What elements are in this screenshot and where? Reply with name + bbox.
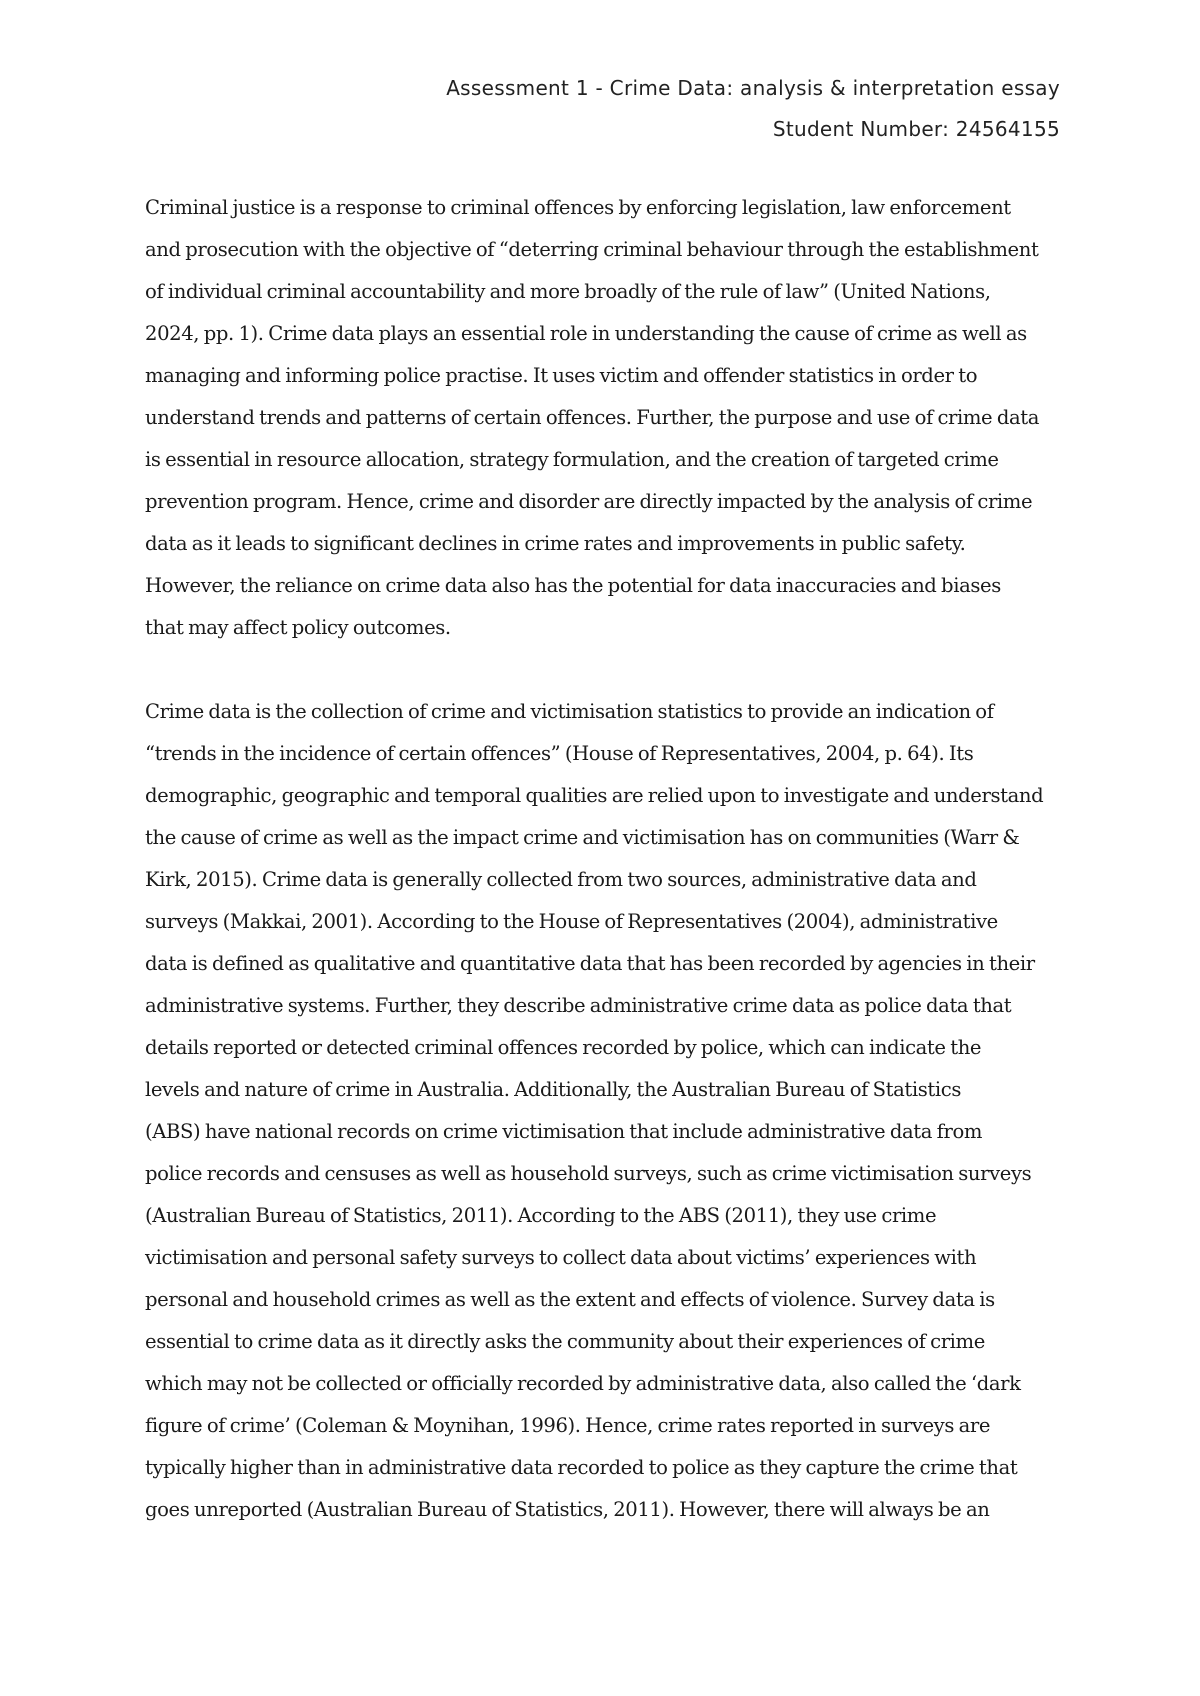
text-line: essential to crime data as it directly asks the community about their experiences of crime	[145, 1330, 985, 1353]
paragraph-introduction	[145, 187, 1063, 649]
text-line: (ABS) have national records on crime victimisation that include administrative data from	[145, 1120, 983, 1143]
student-number: Student Number: 24564155	[772, 117, 1060, 141]
text-line: personal and household crimes as well as the extent and effects of violence. Survey data is	[145, 1288, 995, 1311]
text-line: typically higher than in administrative data recorded to police as they capture the crime that	[145, 1456, 1018, 1479]
assessment-title: Assessment 1 - Crime Data: analysis & interpretation essay	[446, 76, 1060, 100]
text-line: administrative systems. Further, they describe administrative crime data as police data that	[145, 994, 1012, 1017]
text-line: is essential in resource allocation, strategy formulation, and the creation of targeted crime	[145, 448, 999, 471]
text-line: goes unreported (Australian Bureau of Statistics, 2011). However, there will always be an	[145, 1498, 990, 1521]
text-line: the cause of crime as well as the impact crime and victimisation has on communities (Warr &	[145, 826, 1020, 849]
text-line: which may not be collected or officially recorded by administrative data, also called the ‘dark	[145, 1372, 1021, 1395]
text-line: and prosecution with the objective of “deterring criminal behaviour through the establishment	[145, 238, 1039, 261]
paragraph-crime-data	[145, 691, 1063, 1531]
text-line: surveys (Makkai, 2001). According to the House of Representatives (2004), administrative	[145, 910, 998, 933]
text-line: Kirk, 2015). Crime data is generally collected from two sources, administrative data and	[145, 868, 977, 891]
text-line: understand trends and patterns of certain offences. Further, the purpose and use of crime data	[145, 406, 1040, 429]
text-line: “trends in the incidence of certain offences” (House of Representatives, 2004, p. 64). Its	[145, 742, 974, 765]
text-line: victimisation and personal safety surveys to collect data about victims’ experiences with	[145, 1246, 977, 1269]
essay-body	[145, 187, 1063, 1531]
text-line: (Australian Bureau of Statistics, 2011). According to the ABS (2011), they use crime	[145, 1204, 937, 1227]
text-line: Crime data is the collection of crime and victimisation statistics to provide an indication of	[145, 700, 994, 723]
text-line: prevention program. Hence, crime and disorder are directly impacted by the analysis of crime	[145, 490, 1033, 513]
text-line: demographic, geographic and temporal qualities are relied upon to investigate and understand	[145, 784, 1044, 807]
text-line: figure of crime’ (Coleman & Moynihan, 1996). Hence, crime rates reported in surveys are	[145, 1414, 991, 1437]
text-line: details reported or detected criminal offences recorded by police, which can indicate the	[145, 1036, 982, 1059]
text-line: Criminal justice is a response to criminal offences by enforcing legislation, law enforcement	[145, 196, 1011, 219]
document-header	[300, 68, 1060, 150]
text-line: However, the reliance on crime data also has the potential for data inaccuracies and biases	[145, 574, 1001, 597]
text-line: of individual criminal accountability and more broadly of the rule of law” (United Nations,	[145, 280, 991, 303]
text-line: police records and censuses as well as household surveys, such as crime victimisation surveys	[145, 1162, 1032, 1185]
text-line: data is defined as qualitative and quantitative data that has been recorded by agencies in their	[145, 952, 1035, 975]
text-line: that may affect policy outcomes.	[145, 616, 451, 639]
text-line: levels and nature of crime in Australia. Additionally, the Australian Bureau of Statistics	[145, 1078, 962, 1101]
text-line: data as it leads to significant declines in crime rates and improvements in public safety.	[145, 532, 966, 555]
text-line: 2024, pp. 1). Crime data plays an essential role in understanding the cause of crime as well as	[145, 322, 1027, 345]
text-line: managing and informing police practise. It uses victim and offender statistics in order to	[145, 364, 978, 387]
